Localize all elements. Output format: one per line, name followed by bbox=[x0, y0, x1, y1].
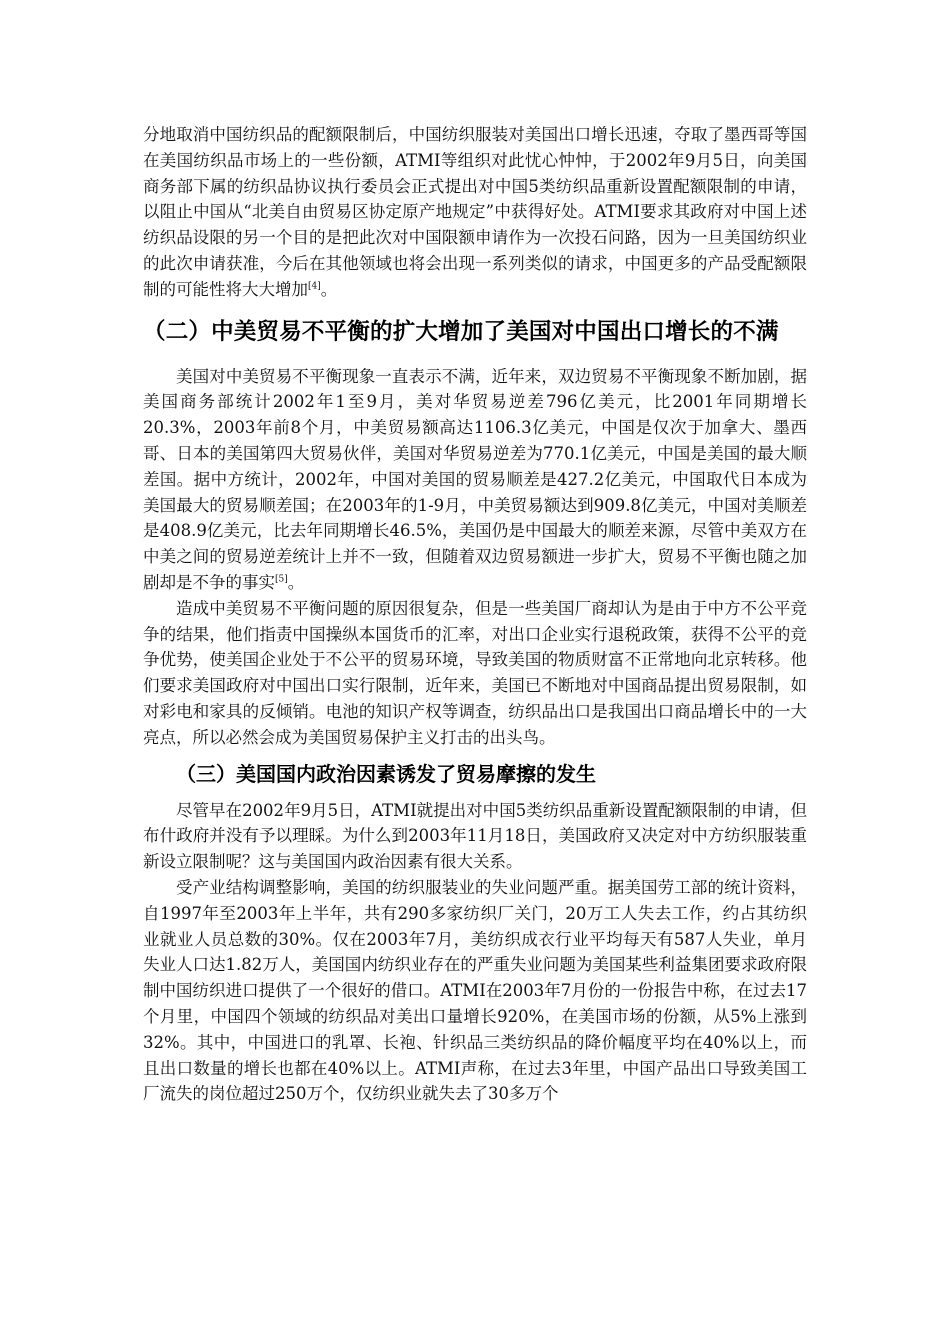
paragraph-bush-administration: 尽管早在2002年9月5日，ATMI就提出对中国5类纺织品重新设置配额限制的申请，但布什政府并没有予以理睬。为什么到2003年11月18日，美国政府又决定对中方纺织服装重新设立限制呢？这与美国国内政治因素有很大关系。 bbox=[143, 800, 807, 872]
document-page bbox=[143, 122, 807, 1107]
section-heading-domestic-politics: （三）美国国内政治因素诱发了贸易摩擦的发生 bbox=[176, 761, 596, 786]
citation-ref: [5] bbox=[275, 574, 288, 585]
paragraph-trade-deficit: 美国对中美贸易不平衡现象一直表示不满，近年来，双边贸易不平衡现象不断加剧，据美国商务部统计2002年1至9月，美对华贸易逆差796亿美元，比2001年同期增长20.3%，2003年前8个月，中美贸易额高达1106.3亿美元，中国是仅次于加拿大、墨西哥、日本的美国第四大贸易伙伴，美国对华贸易逆差为770.1亿美元，中国是美国的最大顺差国。据中方统计，2002年，中国对美国的贸易顺差是427.2亿美元，中国取代日本成为美国最大的贸易顺差国；在2003年的1-9月，中美贸易额达到909.8亿美元，中国对美顺差是408.9亿美元，比去年同期增长46.5%，美国仍是中国最大的顺差来源，尽管中美双方在中美之间的贸易逆差统计上并不一致，但随着双边贸易额进一步扩大，贸易不平衡也随之加剧却是不争的事实[5]。 bbox=[143, 366, 807, 592]
section-heading-trade-imbalance: （二）中美贸易不平衡的扩大增加了美国对中国出口增长的不满 bbox=[143, 318, 779, 345]
paragraph-unemployment: 受产业结构调整影响，美国的纺织服装业的失业问题严重。据美国劳工部的统计资料，自1997年至2003年上半年，共有290多家纺织厂关门，20万工人失去工作，约占其纺织业就业人员总数的30%。仅在2003年7月，美纺织成衣行业平均每天有587人失业，单月失业人口达1.82万人，美国国内纺织业存在的严重失业问题为美国某些利益集团要求政府限制中国纺织进口提供了一个很好的借口。ATMI在2003年7月份的一份报告中称，在过去17个月里，中国四个领域的纺织品对美出口量增长920%，在美国市场的份额，从5%上涨到32%。其中，中国进口的乳罩、长袍、针织品三类纺织品的降价幅度平均在40%以上，而且出口数量的增长也都在40%以上。ATMI声称，在过去3年里，中国产品出口导致美国工厂流失的岗位超过250万个，仅纺织业就失去了30多万个 bbox=[143, 877, 807, 1104]
citation-ref: [4] bbox=[308, 281, 321, 292]
paragraph-unfair-competition: 造成中美贸易不平衡问题的原因很复杂，但是一些美国厂商却认为是由于中方不公平竞争的结果，他们指责中国操纵本国货币的汇率，对出口企业实行退税政策，获得不公平的竞争优势，使美国企业处于不公平的贸易环境，导致美国的物质财富不正常地向北京转移。他们要求美国政府对中国出口实行限制，近年来，美国已不断地对中国商品提出贸易限制，如对彩电和家具的反倾销。电池的知识产权等调查，纺织品出口是我国出口商品增长中的一大亮点，所以必然会成为美国贸易保护主义打击的出头鸟。 bbox=[143, 598, 807, 747]
paragraph-text: 分地取消中国纺织品的配额限制后，中国纺织服装对美国出口增长迅速，夺取了墨西哥等国在美国纺织品市场上的一些份额，ATMI等组织对此忧心忡忡，于2002年9月5日，向美国商务部下属的纺织品协议执行委员会正式提出对中国5类纺织品重新设置配额限制的申请，以阻止中国从“北美自由贸易区协定原产地规定”中获得好处。ATMI要求其政府对中国上述纺织品设限的另一个目的是把此次对中国限额申请作为一次投石问路，因为一旦美国纺织业的此次申请获准，今后在其他领域也将会出现一系列类似的请求，中国更多的产品受配额限制的可能性将大大增加 bbox=[143, 125, 807, 299]
paragraph-quota-application: 分地取消中国纺织品的配额限制后，中国纺织服装对美国出口增长迅速，夺取了墨西哥等国在美国纺织品市场上的一些份额，ATMI等组织对此忧心忡忡，于2002年9月5日，向美国商务部下属的纺织品协议执行委员会正式提出对中国5类纺织品重新设置配额限制的申请，以阻止中国从“北美自由贸易区协定原产地规定”中获得好处。ATMI要求其政府对中国上述纺织品设限的另一个目的是把此次对中国限额申请作为一次投石问路，因为一旦美国纺织业的此次申请获准，今后在其他领域也将会出现一系列类似的请求，中国更多的产品受配额限制的可能性将大大增加[4]。 bbox=[143, 125, 807, 299]
paragraph-text: 美国对中美贸易不平衡现象一直表示不满，近年来，双边贸易不平衡现象不断加剧，据美国商务部统计2002年1至9月，美对华贸易逆差796亿美元，比2001年同期增长20.3%，2003年前8个月，中美贸易额高达1106.3亿美元，中国是仅次于加拿大、墨西哥、日本的美国第四大贸易伙伴，美国对华贸易逆差为770.1亿美元，中国是美国的最大顺差国。据中方统计，2002年，中国对美国的贸易顺差是427.2亿美元，中国取代日本成为美国最大的贸易顺差国；在2003年的1-9月，中美贸易额达到909.8亿美元，中国对美顺差是408.9亿美元，比去年同期增长46.5%，美国仍是中国最大的顺差来源，尽管中美双方在中美之间的贸易逆差统计上并不一致，但随着双边贸易额进一步扩大，贸易不平衡也随之加剧却是不争的事实 bbox=[143, 366, 807, 592]
